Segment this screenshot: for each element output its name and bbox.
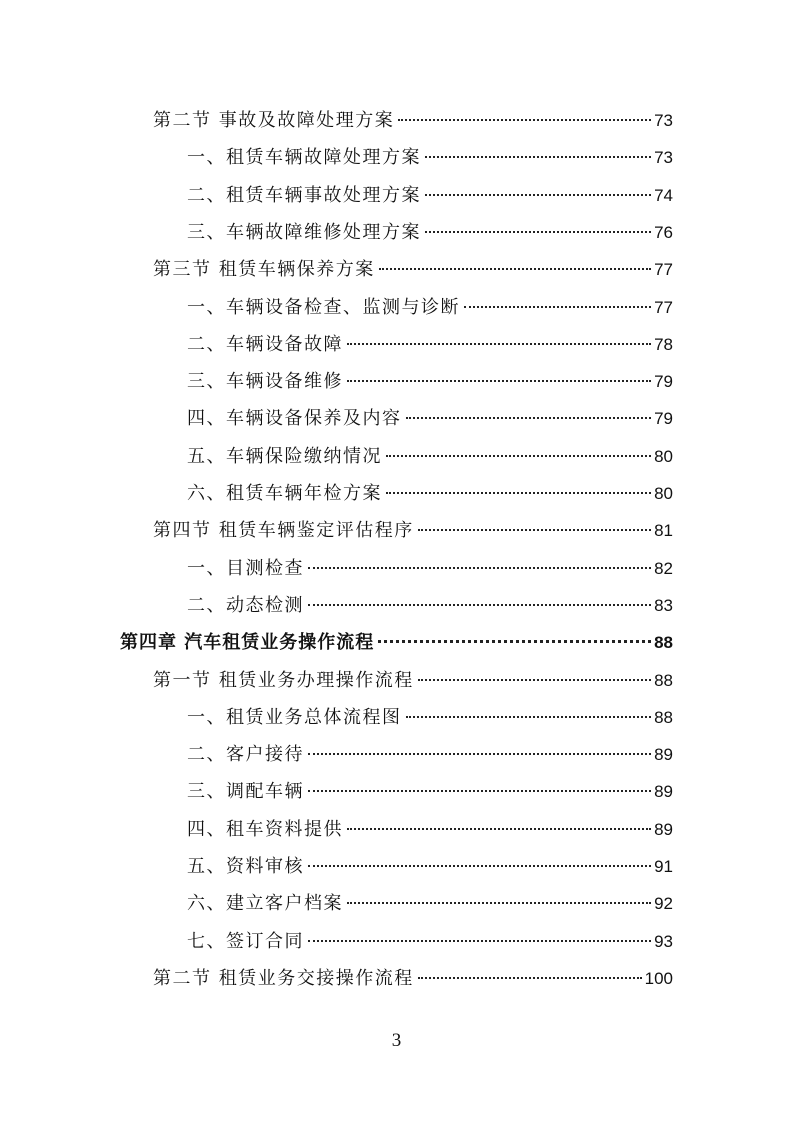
toc-entry-title: 一、租赁车辆故障处理方案 (187, 147, 421, 169)
toc-entry-page: 88 (654, 707, 673, 727)
toc-entry-title: 第一节 租赁业务办理操作流程 (153, 669, 414, 691)
toc-entry-page: 89 (654, 745, 673, 765)
toc-entry-item[interactable] (187, 852, 673, 878)
toc-entry-page: 76 (654, 222, 673, 242)
dot-leader (347, 902, 651, 904)
toc-entry-title: 一、目测检查 (187, 557, 304, 579)
toc-entry-page: 89 (654, 819, 673, 839)
toc-entry-item[interactable] (187, 703, 673, 729)
dot-leader (406, 417, 652, 419)
toc-entry-title: 七、签订合同 (187, 930, 304, 952)
dot-leader (379, 268, 651, 270)
toc-entry-section[interactable] (153, 255, 673, 281)
toc-entry-title: 一、车辆设备检查、监测与诊断 (187, 296, 460, 318)
toc-entry-page: 73 (654, 111, 673, 130)
toc-entry-item[interactable] (187, 927, 673, 953)
toc-entry-title: 二、动态检测 (187, 594, 304, 616)
toc-entry-page: 79 (654, 409, 673, 429)
toc-entry-page: 81 (654, 521, 673, 541)
dot-leader (418, 529, 651, 531)
toc-entry-item[interactable] (187, 815, 673, 841)
toc-entry-item[interactable] (187, 479, 673, 505)
dot-leader (308, 940, 651, 942)
toc-entry-title: 三、调配车辆 (187, 781, 304, 803)
toc-entry-page: 73 (654, 148, 673, 168)
toc-entry-item[interactable] (187, 218, 673, 244)
dot-leader (308, 604, 651, 606)
toc-entry-title: 五、资料审核 (187, 856, 304, 877)
toc-entry-page: 77 (654, 297, 673, 317)
toc-entry-page: 100 (644, 968, 673, 988)
dot-leader (308, 790, 651, 792)
toc-entry-page: 93 (654, 931, 673, 951)
toc-entry-page: 83 (654, 595, 673, 615)
dot-leader (347, 828, 651, 830)
toc-entry-page: 92 (654, 894, 673, 914)
toc-entry-title: 四、租车资料提供 (187, 818, 343, 840)
toc-entry-title: 三、车辆故障维修处理方案 (187, 221, 421, 243)
toc-entry-item[interactable] (187, 442, 673, 468)
toc-entry-page: 80 (654, 484, 673, 503)
toc-entry-section[interactable] (153, 666, 673, 692)
toc-entry-page: 79 (654, 372, 673, 392)
dot-leader (425, 231, 651, 233)
dot-leader (308, 865, 651, 867)
toc-entry-page: 91 (654, 857, 673, 876)
toc-entry-title: 二、车辆设备故障 (187, 333, 343, 355)
toc-entry-item[interactable] (187, 367, 673, 393)
dot-leader (418, 977, 642, 979)
toc-entry-section[interactable] (153, 516, 673, 542)
dot-leader (386, 492, 651, 494)
toc-entry-item[interactable] (187, 181, 673, 207)
toc-entry-item[interactable] (187, 404, 673, 430)
toc-entry-title: 第四章 汽车租赁业务操作流程 (120, 632, 375, 654)
toc-entry-item[interactable] (187, 554, 673, 580)
dot-leader (418, 679, 651, 681)
dot-leader (378, 640, 651, 643)
toc-entry-title: 二、租赁车辆事故处理方案 (187, 184, 421, 206)
toc-entry-page: 82 (654, 558, 673, 578)
toc-entry-page: 89 (654, 782, 673, 802)
toc-entry-item[interactable] (187, 889, 673, 915)
toc-entry-title: 三、车辆设备维修 (187, 371, 343, 393)
toc-entry-page: 88 (654, 633, 673, 653)
toc-entry-title: 五、车辆保险缴纳情况 (187, 445, 382, 467)
dot-leader (425, 156, 651, 158)
toc-entry-item[interactable] (187, 330, 673, 356)
dot-leader (398, 119, 651, 121)
page-number: 3 (391, 1030, 402, 1051)
toc-entry-title: 第二节 事故及故障处理方案 (153, 110, 395, 131)
toc-entry-title: 第三节 租赁车辆保养方案 (153, 259, 375, 281)
toc-entry-title: 一、租赁业务总体流程图 (187, 706, 402, 728)
toc-entry-page: 88 (654, 670, 673, 690)
toc-entry-page: 80 (654, 446, 673, 466)
dot-leader (386, 455, 651, 457)
toc-entry-section[interactable] (153, 964, 673, 990)
toc-entry-title: 六、租赁车辆年检方案 (187, 483, 382, 504)
toc-entry-item[interactable] (187, 740, 673, 766)
toc-entry-title: 四、车辆设备保养及内容 (187, 408, 402, 430)
toc-entry-page: 78 (654, 334, 673, 354)
toc-entry-chapter[interactable] (120, 628, 673, 654)
dot-leader (308, 567, 651, 569)
toc-entry-page: 74 (654, 185, 673, 205)
toc-entry-title: 第二节 租赁业务交接操作流程 (153, 967, 414, 989)
toc-entry-title: 二、客户接待 (187, 744, 304, 766)
toc-entry-section[interactable] (153, 106, 673, 132)
dot-leader (425, 194, 651, 196)
toc-entry-item[interactable] (187, 777, 673, 803)
dot-leader (464, 306, 651, 308)
dot-leader (347, 343, 651, 345)
toc-entry-item[interactable] (187, 143, 673, 169)
toc-entry-item[interactable] (187, 591, 673, 617)
toc-entry-page: 77 (654, 260, 673, 280)
toc-entry-title: 六、建立客户档案 (187, 893, 343, 915)
toc-entry-item[interactable] (187, 293, 673, 319)
dot-leader (406, 716, 652, 718)
toc-entry-title: 第四节 租赁车辆鉴定评估程序 (153, 520, 414, 542)
dot-leader (308, 753, 651, 755)
dot-leader (347, 380, 651, 382)
